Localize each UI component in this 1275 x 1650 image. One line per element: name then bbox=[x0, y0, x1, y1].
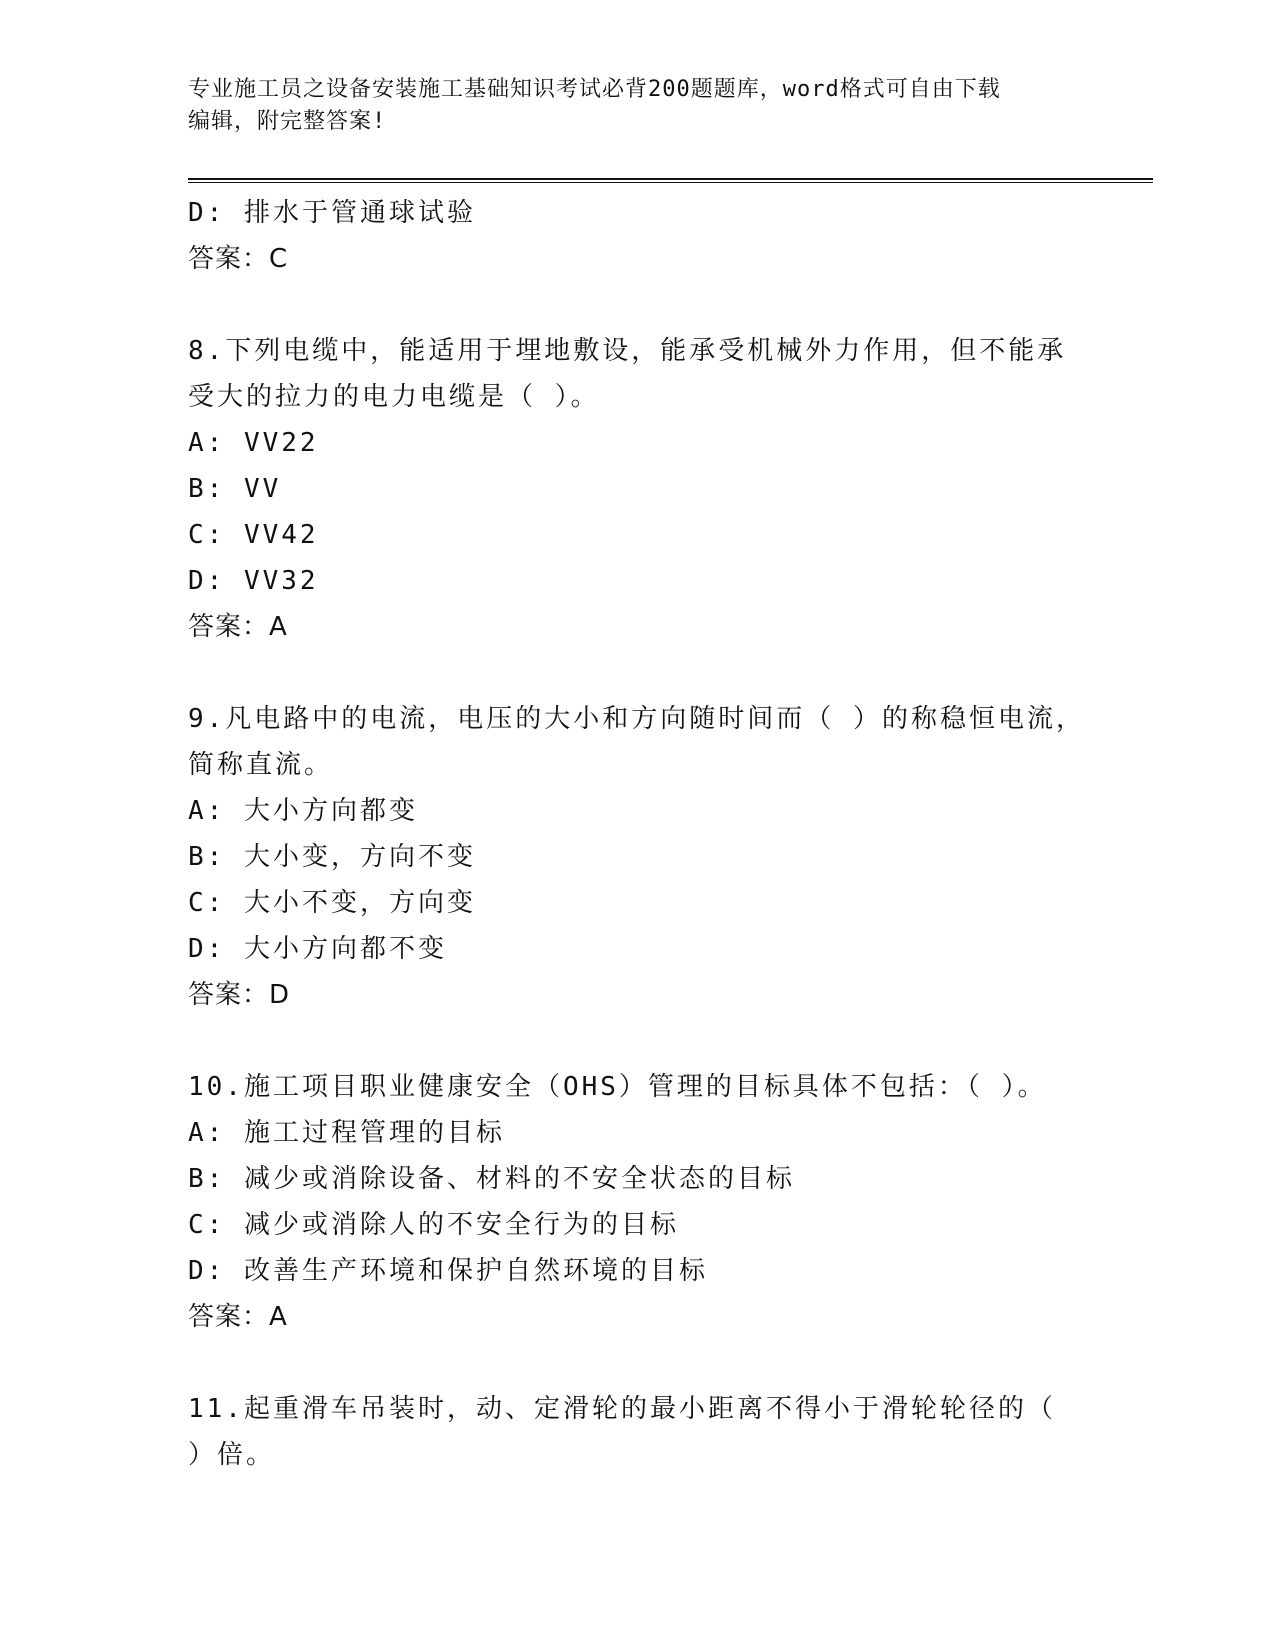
option-c: C: 减少或消除人的不安全行为的目标 bbox=[188, 1210, 679, 1240]
answer: 答案：A bbox=[188, 1302, 288, 1332]
option-b: B: VV bbox=[188, 474, 282, 504]
option-c: C: VV42 bbox=[188, 520, 319, 550]
question-11 bbox=[188, 1386, 1088, 1478]
option-c: C: 大小不变，方向变 bbox=[188, 888, 476, 918]
header-rule-thick bbox=[188, 178, 1153, 180]
previous-question-tail bbox=[188, 190, 1088, 282]
option-d: D: VV32 bbox=[188, 566, 319, 596]
question-text-line-2: 简称直流。 bbox=[188, 750, 334, 780]
answer: 答案：A bbox=[188, 612, 288, 642]
option-a: A: 施工过程管理的目标 bbox=[188, 1118, 505, 1148]
option-b: B: 大小变，方向不变 bbox=[188, 842, 476, 872]
option-b: B: 减少或消除设备、材料的不安全状态的目标 bbox=[188, 1164, 795, 1194]
document-body bbox=[188, 190, 1088, 1478]
option-d: D: 大小方向都不变 bbox=[188, 934, 447, 964]
header-rule-thin bbox=[188, 182, 1153, 183]
question-text-line-1: 10.施工项目职业健康安全（OHS）管理的目标具体不包括：（ ）。 bbox=[188, 1072, 1047, 1102]
header-line-1: 专业施工员之设备安装施工基础知识考试必背200题题库，word格式可自由下载 bbox=[188, 77, 1001, 102]
answer: 答案：D bbox=[188, 980, 291, 1010]
question-text-line-2: ）倍。 bbox=[188, 1440, 276, 1470]
question-8 bbox=[188, 328, 1088, 650]
option-d: D: 改善生产环境和保护自然环境的目标 bbox=[188, 1256, 708, 1286]
option-d: D: 排水于管通球试验 bbox=[188, 198, 476, 228]
header-line-2: 编辑，附完整答案! bbox=[188, 109, 387, 134]
option-a: A: 大小方向都变 bbox=[188, 796, 418, 826]
answer: 答案：C bbox=[188, 244, 289, 274]
question-text-line-1: 9.凡电路中的电流，电压的大小和方向随时间而（ ）的称稳恒电流， bbox=[188, 704, 1085, 734]
question-text-line-2: 受大的拉力的电力电缆是（ ）。 bbox=[188, 382, 600, 412]
question-text-line-1: 11.起重滑车吊装时，动、定滑轮的最小距离不得小于滑轮轮径的（ bbox=[188, 1394, 1056, 1424]
question-9 bbox=[188, 696, 1088, 1018]
option-a: A: VV22 bbox=[188, 428, 319, 458]
question-text-line-1: 8.下列电缆中，能适用于埋地敷设，能承受机械外力作用，但不能承 bbox=[188, 336, 1067, 366]
question-10 bbox=[188, 1064, 1088, 1340]
document-header bbox=[188, 74, 1088, 138]
